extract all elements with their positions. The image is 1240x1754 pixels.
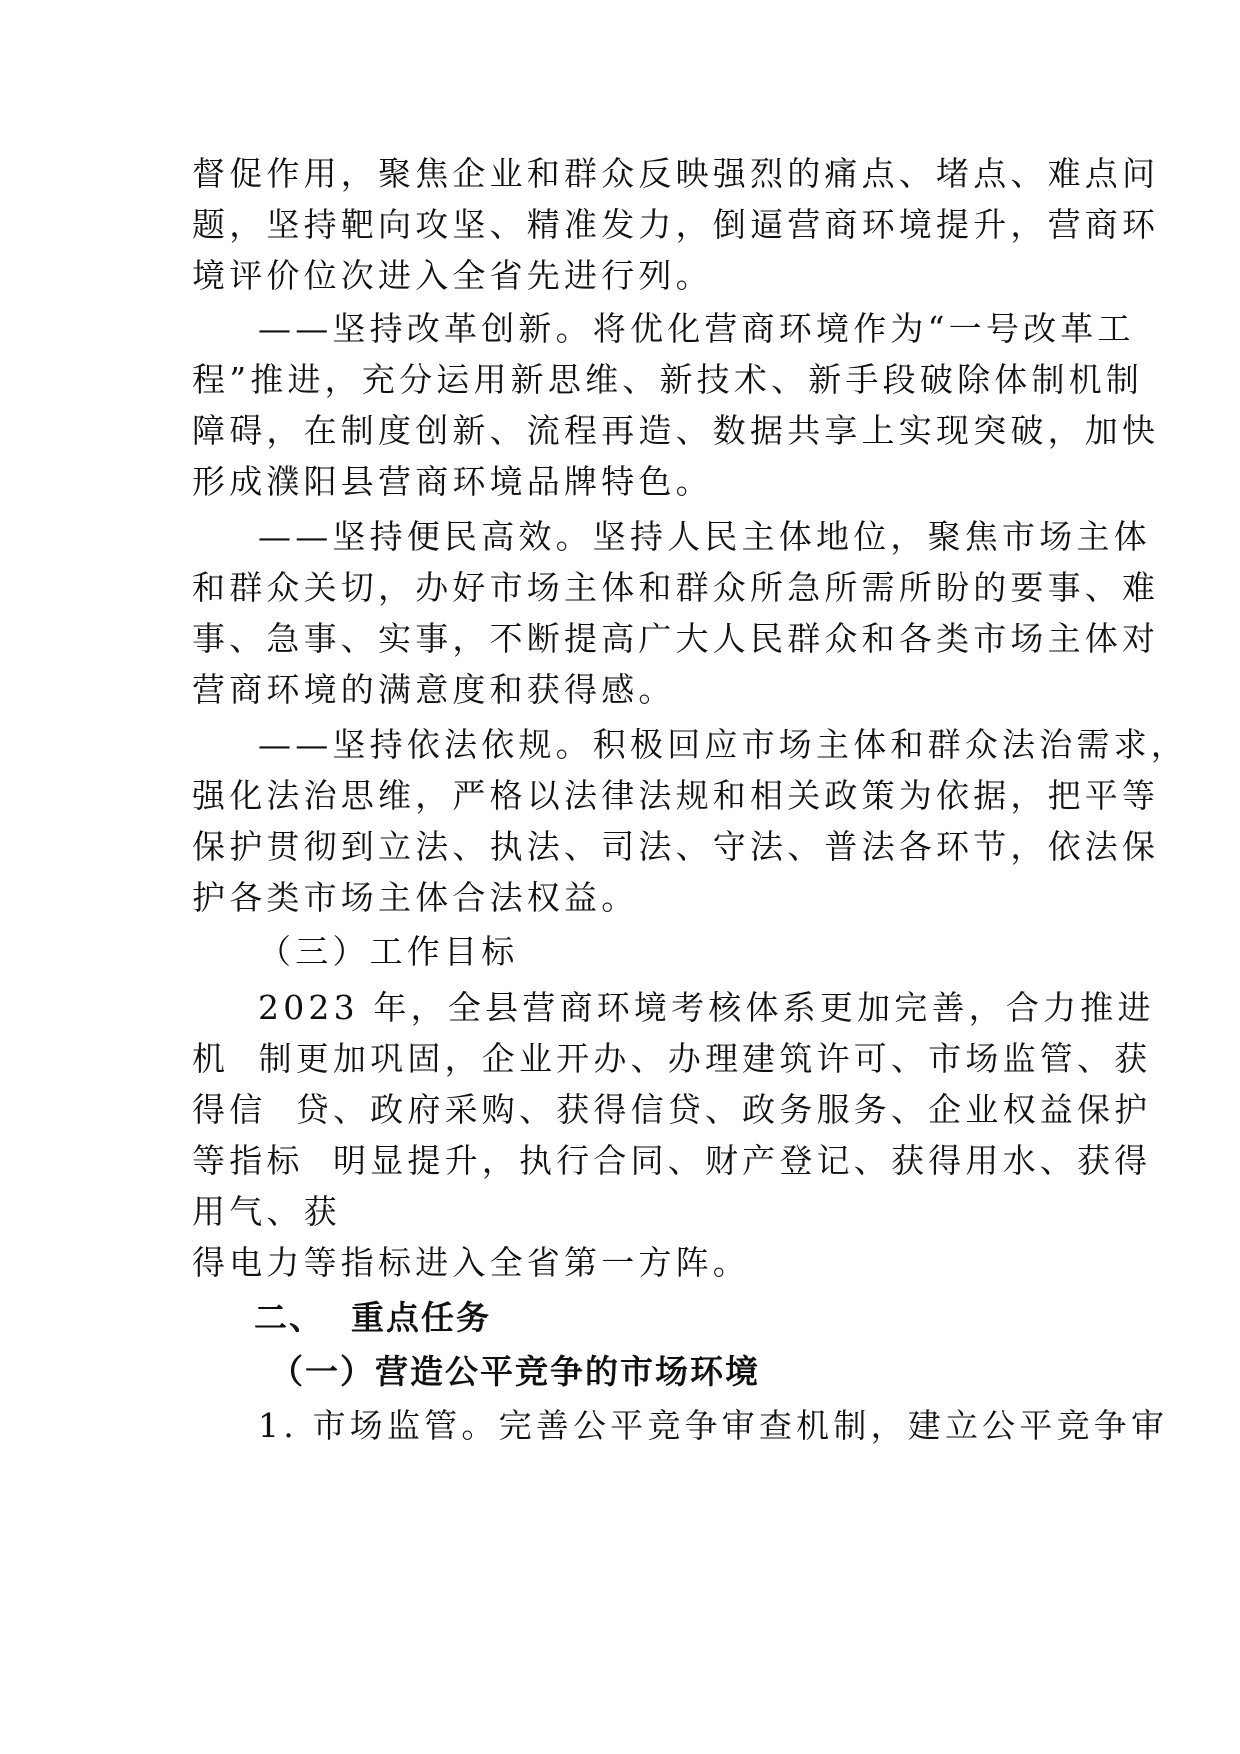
paragraph-line: ——坚持改革创新。将优化营商环境作为“一号改革工	[258, 309, 1135, 348]
section-heading: 二、 重点任务	[254, 1298, 491, 1337]
paragraph-line: 强化法治思维，严格以法律法规和相关政策为依据，把平等	[192, 776, 1160, 815]
paragraph-line: 题，坚持靶向攻坚、精准发力，倒逼营商环境提升，营商环	[192, 205, 1160, 244]
paragraph-line: ——坚持依法依规。积极回应市场主体和群众法治需求，	[258, 725, 1188, 764]
paragraph-line: 程”推进，充分运用新思维、新技术、新手段破除体制机制	[192, 360, 1144, 399]
paragraph-line: 障碍，在制度创新、流程再造、数据共享上实现突破，加快	[192, 411, 1160, 450]
paragraph-line: 营商环境的满意度和获得感。	[192, 670, 676, 709]
paragraph-line: 用气、获	[192, 1192, 341, 1231]
paragraph-line: 护各类市场主体合法权益。	[192, 878, 639, 917]
paragraph-line: 形成濮阳县营商环境品牌特色。	[192, 462, 713, 501]
paragraph-line: 境评价位次进入全省先进行列。	[192, 256, 713, 295]
paragraph-line: 督促作用，聚焦企业和群众反映强烈的痛点、堵点、难点问	[192, 154, 1160, 193]
paragraph-line: 得电力等指标进入全省第一方阵。	[192, 1243, 750, 1282]
paragraph-line: 1. 市场监管。完善公平竞争审查机制，建立公平竞争审	[258, 1406, 1169, 1445]
paragraph-line: 2023 年，全县营商环境考核体系更加完善，合力推进	[258, 988, 1155, 1027]
paragraph-line: ——坚持便民高效。坚持人民主体地位，聚焦市场主体	[258, 517, 1151, 556]
paragraph-line: 等指标 明显提升，执行合同、财产登记、获得用水、获得	[192, 1141, 1152, 1180]
section-subheading: （三）工作目标	[258, 932, 519, 971]
paragraph-line: 得信 贷、政府采购、获得信贷、政务服务、企业权益保护	[192, 1090, 1152, 1129]
paragraph-line: 和群众关切，办好市场主体和群众所急所需所盼的要事、难	[192, 568, 1160, 607]
paragraph-line: 事、急事、实事，不断提高广大人民群众和各类市场主体对	[192, 619, 1160, 658]
paragraph-line: 机 制更加巩固，企业开办、办理建筑许可、市场监管、获	[192, 1039, 1152, 1078]
subsection-heading: （一）营造公平竞争的市场环境	[270, 1352, 760, 1391]
paragraph-line: 保护贯彻到立法、执法、司法、守法、普法各环节，依法保	[192, 827, 1160, 866]
